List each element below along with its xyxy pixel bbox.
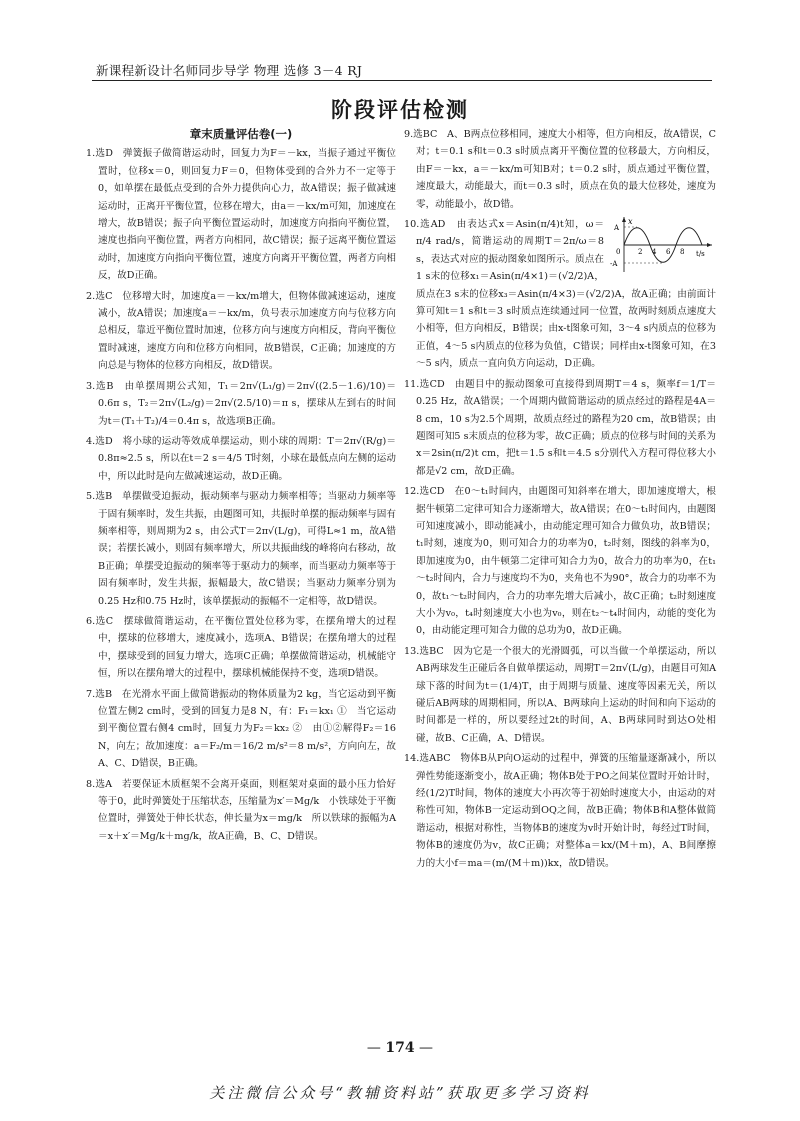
section-subtitle: 章末质量评估卷(一) bbox=[189, 127, 293, 141]
answer-item-6: 6.选C 摆球做简谐运动，在平衡位置处位移为零，在摆角增大的过程中，摆球的位移增大，速度减小，选项A、B错误；在摆角增大的过程中，摆球受到的回复力增大，选项C正确；单摆做简谐运动，机械能守恒，所以在摆角增大的过程中，摆球机械能保持不变，选项D错误。 bbox=[86, 615, 396, 680]
vibration-graph bbox=[610, 214, 716, 276]
graph-axis-x: x bbox=[628, 217, 633, 227]
answer-item-14: 14.选ABC 物体B从P向O运动的过程中，弹簧的压缩量逐渐减小，所以弹性势能逐渐变小，故A正确；物体B处于PO之间某位置时开始计时，经(1/2)T时间，物体的速度大小再次等于初始时速度大小，由运动的对称性可知，物体B一定运动到OQ之间，故B正确；物体B和A整体做简谐运动，根据对称性，当物体B的速度为v时开始计时，每经过T时间，物体B的速度仍为v，故C正确；对整体a＝kx/(M＋m)，A、B间摩擦力的大小f＝ma＝(m/(M＋m))kx，故D错误。 bbox=[404, 753, 716, 869]
footer-note: 关注微信公众号“教辅资料站”获取更多学习资料 bbox=[209, 1084, 591, 1102]
answer-item-13: 13.选BC 因为它是一个很大的光滑圆弧，可以当做一个单摆运动，所以AB两球发生正碰后各自做单摆运动，周期T＝2π√(L/g)，由题目可知A球下落的时间为t＝(1/4)T，由于周期与质量、速度等因素无关，所以碰后AB两球的周期相同，所以A、B两球向上运动的时间和向下运动的时间都是一样的，所以要经过2t的时间，A、B两球同时到达O处相碰，故B、C正确，A、D错误。 bbox=[404, 645, 716, 744]
graph-tick-6: 6 bbox=[666, 248, 671, 257]
page-header bbox=[92, 58, 712, 81]
graph-tick-8: 8 bbox=[680, 248, 685, 257]
answer-item-5: 5.选B 单摆做受迫振动，振动频率与驱动力频率相等；当驱动力频率等于固有频率时，发生共振，由题图可知，共振时单摆的振动频率与固有频率相等，则周期为2 s，由公式T＝2π√(L/g)，可得L≈1 m，故A错误；若摆长减小，则固有频率增大，所以共振曲线的峰将向右移动，故B正确；单摆受迫振动的频率等于驱动力的频率，而当驱动力频率等于固有频率时，发生共振，振幅最大，故C错误；当驱动力频率分别为0.25 Hz和0.75 Hz时，该单摆振动的振幅不一定相等，故D错误。 bbox=[86, 491, 396, 607]
answer-item-10 bbox=[404, 216, 716, 373]
answer-item-7: 7.选B 在光滑水平面上做简谐振动的物体质量为2 kg，当它运动到平衡位置左侧2 cm时，受到的回复力是8 N，有：F₁＝kx₁ ① 当它运动到平衡位置右侧4 cm时，回复力为F₂＝kx₂ ② 由①②解得F₂＝16 N，向左；故加速度：a＝F₂/m＝16/2 m/s²＝8 m/s²，方向向左，故A、C、D错误，B正确。 bbox=[86, 688, 396, 770]
answer-item-1: 1.选D 弹簧振子做简谐运动时，回复力为F＝－kx，当振子通过平衡位置时，位移x＝0，则回复力F＝0，但物体受到的合外力不一定等于0，如单摆在最低点受到的合外力提供向心力，故A错误；振子做减速运动时，正离开平衡位置，位移在增大，由a＝－kx/m可知，加速度在增大，故B错误；振子向平衡位置运动时，加速度方向指向平衡位置，速度也指向平衡位置，两者方向相同，故C错误；振子远离平衡位置运动时，加速度方向指向平衡位置，速度方向离开平衡位置，两者方向相反，故D正确。 bbox=[86, 148, 396, 282]
graph-label-neg-a: -A bbox=[610, 260, 618, 269]
answer-item-10-text: 10.选AD 由表达式x＝Asin(π/4)t知，ω＝π/4 rad/s，简谐运动的周期T＝2π/ω＝8 s，表达式对应的振动图象如图所示。质点在1 s末的位移x₁＝Asin(π/4×1)＝(√2/2)A，质点在3 s末的位移x₃＝Asin(π/4×3)＝(√2/2)A，故A正确；由前面计算可知t＝1 s和t＝3 s时质点连续通过同一位置，故两时刻质点速度大小相等，但方向相反，B错误；由x-t图象可知，3～4 s内质点的位移为正值，4～5 s内质点的位移为负值，C错误；同样由x-t图象可知，在3～5 s内，质点一直向负方向运动，D正确。 bbox=[404, 219, 716, 370]
answer-item-4: 4.选D 将小球的运动等效成单摆运动，则小球的周期：T＝2π√(R/g)＝0.8π≈2.5 s，所以在t＝2 s＝4/5 T时刻，小球在最低点向左侧的运动中，所以此时是向左做减速运动，故D正确。 bbox=[86, 435, 396, 482]
graph-label-a: A bbox=[614, 224, 620, 233]
graph-tick-2: 2 bbox=[638, 248, 643, 257]
page-number: — 174 — bbox=[0, 1040, 800, 1056]
right-column bbox=[404, 126, 716, 875]
answer-item-3: 3.选B 由单摆周期公式知，T₁＝2π√(L₁/g)＝2π√((2.5－1.6)/10)＝0.6π s，T₂＝2π√(L₂/g)＝2π√(2.5/10)＝π s，摆球从左到右的时间为t＝(T₁＋T₂)/4＝0.4π s，故选项B正确。 bbox=[86, 380, 396, 427]
answer-item-9: 9.选BC A、B两点位移相同，速度大小相等，但方向相反，故A错误，C对；t＝0.1 s和t＝0.3 s时质点离开平衡位置的位移最大，方向相反，由F＝－kx，a＝－kx/m可知B对；t＝0.2 s时，质点通过平衡位置，速度最大，动能最大，而t＝0.3 s时，质点在负的最大位移处，速度为零，动能最小，故D错。 bbox=[404, 129, 716, 210]
graph-axis-t: t/s bbox=[696, 250, 705, 259]
header-text: 新课程新设计名师同步导学 物理 选修 3－4 RJ bbox=[96, 63, 363, 78]
graph-origin: 0 bbox=[616, 248, 621, 257]
answer-item-11: 11.选CD 由题目中的振动图象可直接得到周期T＝4 s，频率f＝1/T＝0.25 Hz，故A错误；一个周期内做简谐运动的质点经过的路程是4A＝8 cm，10 s为2.5个周期，故质点经过的路程为20 cm，故B错误；由题图可知5 s末质点的位移为零，故C正确；质点的位移与时间的关系为x＝2sin(π/2)t cm，把t＝1.5 s和t＝4.5 s分别代入方程可得位移大小都是√2 cm，故D正确。 bbox=[404, 378, 716, 477]
page-title: 阶段评估检测 bbox=[331, 98, 469, 122]
answer-item-12: 12.选CD 在0～t₁时间内，由题图可知斜率在增大，即加速度增大，根据牛顿第二定律可知合力逐渐增大，故A错误；在0～t₁时间内，由题图可知速度减小，即动能减小，由动能定理可知合力做负功，故B错误；t₁时刻，速度为0，则可知合力的功率为0，t₂时刻，图线的斜率为0，即加速度为0，由牛顿第二定律可知合力为0，故合力的功率为0，在t₁～t₂时间内，合力与速度均不为0，夹角也不为90°，故合力的功率不为0，故t₁～t₂时间内，合力的功率先增大后减小，故C正确；t₂时刻速度大小为v₀，t₄时刻速度大小也为v₀，则在t₂～t₄时间内，动能的变化为0，由动能定理可知合力做的总功为0，故D正确。 bbox=[404, 486, 716, 637]
left-column bbox=[86, 126, 396, 848]
answer-item-8: 8.选A 若要保证木质框架不会离开桌面，则框架对桌面的最小压力恰好等于0，此时弹簧处于压缩状态，压缩量为x′＝Mg/k 小铁球处于平衡位置时，弹簧处于伸长状态，伸长量为x＝mg/k 所以铁球的振幅为A＝x＋x′＝Mg/k＋mg/k，故A正确，B、C、D错误。 bbox=[86, 778, 396, 842]
graph-tick-4: 4 bbox=[652, 248, 657, 257]
answer-item-2: 2.选C 位移增大时，加速度a＝－kx/m增大，但物体做减速运动，速度减小，故A错误；加速度a＝－kx/m，负号表示加速度方向与位移方向总相反，靠近平衡位置时加速，位移方向与速度方向相反，背向平衡位置时减速，速度方向和位移方向相同，故B错误，C正确；加速度的方向总是与物体的位移方向相反，故D错误。 bbox=[86, 290, 396, 372]
